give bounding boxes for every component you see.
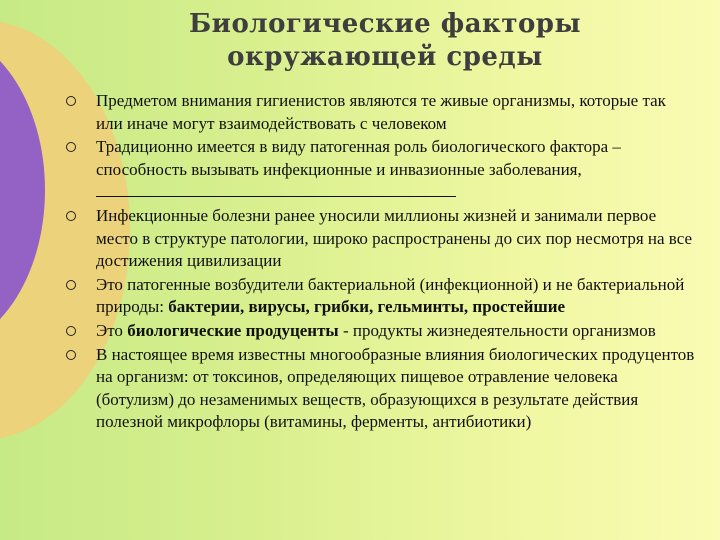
bullet-text: Инфекционные болезни ранее уносили миллионы жизней и занимали первое место в структуре патологии, широко распространены до сих пор несмотря на все достижения цивилизации [96, 205, 693, 271]
bullet-circle-icon [66, 326, 76, 336]
slide-title [150, 8, 620, 74]
bullet-circle-icon [66, 280, 76, 290]
bullet-text: Это патогенные возбудители бактериальной (инфекционной) и не бактериальной природы: [96, 274, 685, 317]
list-item [66, 344, 696, 434]
bullet-circle-icon [66, 96, 76, 106]
list-item [66, 90, 696, 135]
list-item [66, 205, 696, 273]
underline-blank [96, 182, 456, 197]
bullet-text: Предметом внимания гигиенистов являются те живые организмы, которые так или иначе могут взаимодействовать с человеком [96, 91, 666, 133]
title-line-1: Биологические факторы [188, 9, 582, 39]
bullet-circle-icon [66, 142, 76, 152]
list-item [66, 136, 696, 204]
list-item [66, 320, 696, 343]
bullet-text: В настоящее время известны многообразные влияния биологических продуцентов на организм: от токсинов, определяющих пищевое отравление человека (ботулизм) до незаменимых веществ, образующихся в результате действия полезной микрофлоры (витамины, ферменты, антибиотики) [96, 344, 695, 432]
list-item [66, 274, 696, 319]
bullet-text: Это [96, 320, 128, 340]
bullet-list [66, 90, 696, 435]
bullet-text: Традиционно имеется в виду патогенная роль биологического фактора – способность вызывать инфекционные и инвазионные заболевания, [96, 137, 621, 179]
bullet-circle-icon [66, 350, 76, 360]
bullet-bold-text: бактерии, вирусы, грибки, гельминты, простейшие [168, 297, 566, 317]
bullet-circle-icon [66, 211, 76, 221]
bullet-text-tail: - продукты жизнедеятельности организмов [338, 320, 656, 340]
bullet-bold-text: биологические продуценты [127, 320, 339, 340]
title-line-2: окружающей среды [227, 42, 543, 72]
